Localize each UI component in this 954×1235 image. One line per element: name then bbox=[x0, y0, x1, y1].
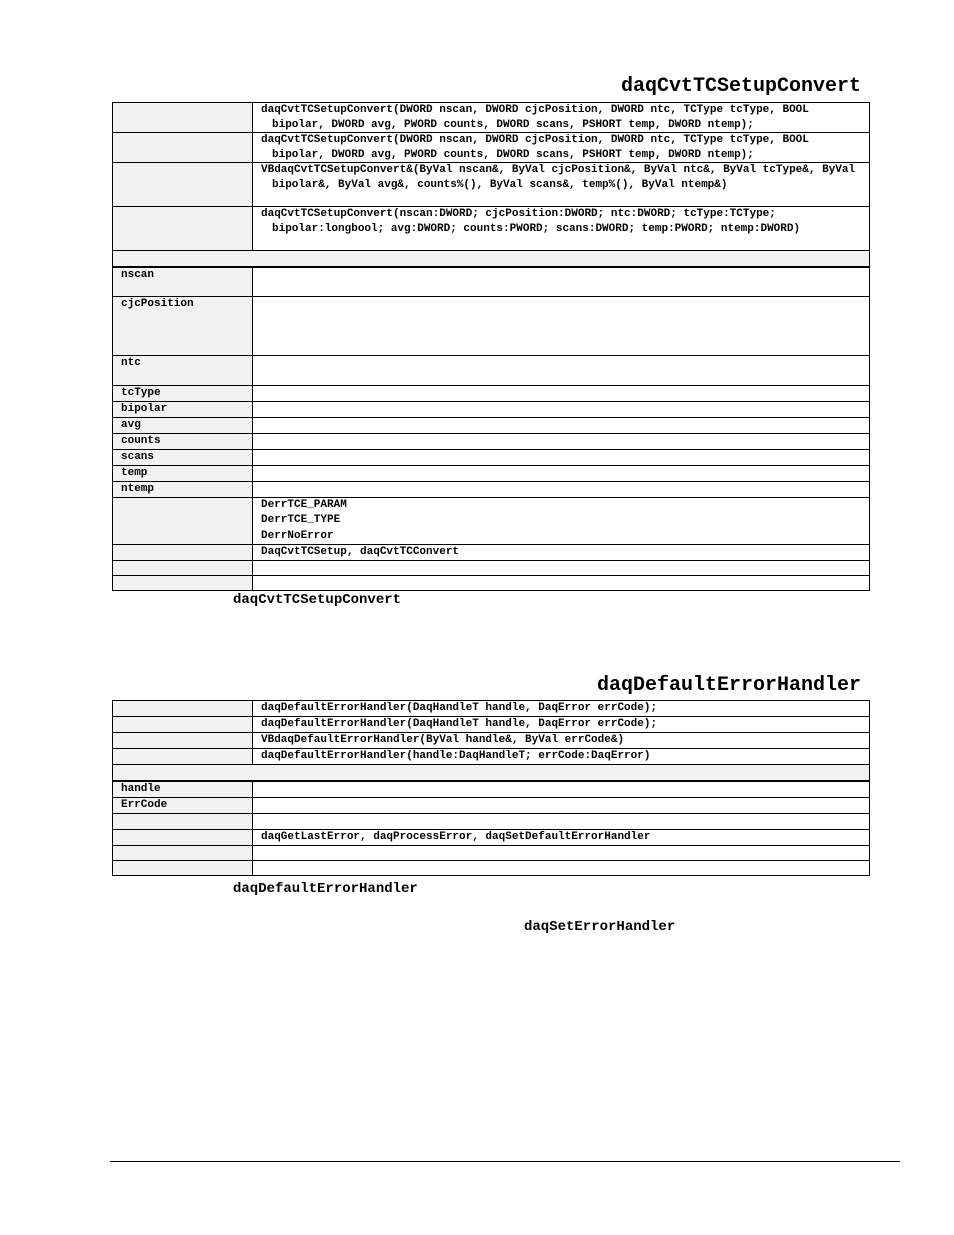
empty-cell bbox=[253, 814, 870, 830]
function-title: daqDefaultErrorHandler bbox=[596, 674, 861, 697]
empty-cell bbox=[253, 560, 870, 575]
signature-text: daqDefaultErrorHandler(handle:DaqHandleT; errCode:DaqError) bbox=[253, 749, 870, 765]
parameter-row bbox=[113, 481, 870, 497]
signature-text: daqCvtTCSetupConvert(nscan:DWORD; cjcPosition:DWORD; ntc:DWORD; tcType:TCType; bipolar:longbool; avg:DWORD; counts:PWORD; scans:DWORD; temp:PWORD; ntemp:DWORD) bbox=[261, 208, 801, 235]
row-label bbox=[113, 545, 253, 561]
signature-row bbox=[113, 103, 870, 133]
parameter-name: ntemp bbox=[113, 481, 253, 497]
row-label bbox=[113, 717, 253, 733]
parameter-name: tcType bbox=[113, 385, 253, 401]
see-also-text: DaqCvtTCSetup, daqCvtTCConvert bbox=[253, 545, 870, 561]
function-title: daqCvtTCSetupConvert bbox=[620, 75, 861, 98]
parameter-row bbox=[113, 798, 870, 814]
parameter-name: counts bbox=[113, 433, 253, 449]
error-codes-row bbox=[113, 497, 870, 545]
row-label bbox=[113, 749, 253, 765]
see-also-row bbox=[113, 830, 870, 846]
see-also-row bbox=[113, 545, 870, 561]
signature-text: daqDefaultErrorHandler(DaqHandleT handle, DaqError errCode); bbox=[253, 717, 870, 733]
parameter-description bbox=[253, 449, 870, 465]
parameter-row bbox=[113, 355, 870, 385]
parameter-name: bipolar bbox=[113, 401, 253, 417]
empty-cell bbox=[253, 846, 870, 861]
signature-cell bbox=[253, 103, 870, 133]
parameter-name: ntc bbox=[113, 355, 253, 385]
parameter-row bbox=[113, 449, 870, 465]
error-code: DerrTCE_TYPE bbox=[261, 514, 341, 526]
error-code: DerrNoError bbox=[261, 529, 334, 542]
parameter-row bbox=[113, 433, 870, 449]
empty-row bbox=[113, 575, 870, 590]
parameter-description bbox=[253, 355, 870, 385]
signature-cell bbox=[253, 207, 870, 251]
error-codes-cell bbox=[253, 497, 870, 545]
row-label bbox=[113, 163, 253, 207]
row-label bbox=[113, 701, 253, 717]
parameter-row bbox=[113, 296, 870, 355]
empty-cell bbox=[253, 861, 870, 876]
parameter-description bbox=[253, 481, 870, 497]
parameter-description bbox=[253, 417, 870, 433]
empty-cell bbox=[253, 575, 870, 590]
parameter-description bbox=[253, 798, 870, 814]
row-label bbox=[113, 733, 253, 749]
parameter-description bbox=[253, 296, 870, 355]
function-reference-table bbox=[112, 700, 870, 876]
parameter-row bbox=[113, 417, 870, 433]
signature-row bbox=[113, 733, 870, 749]
parameter-name: scans bbox=[113, 449, 253, 465]
parameter-description bbox=[253, 385, 870, 401]
signature-text: daqCvtTCSetupConvert(DWORD nscan, DWORD cjcPosition, DWORD ntc, TCType tcType, BOOL bipolar, DWORD avg, PWORD counts, DWORD scans, PSHORT temp, DWORD ntemp); bbox=[261, 134, 809, 161]
parameter-name: ErrCode bbox=[113, 798, 253, 814]
parameter-name: cjcPosition bbox=[113, 296, 253, 355]
parameter-row bbox=[113, 267, 870, 296]
row-label bbox=[113, 575, 253, 590]
row-label bbox=[113, 497, 253, 545]
signature-row bbox=[113, 133, 870, 163]
signature-row bbox=[113, 717, 870, 733]
parameter-description bbox=[253, 465, 870, 481]
parameter-description bbox=[253, 781, 870, 798]
row-label bbox=[113, 846, 253, 861]
signature-cell bbox=[253, 163, 870, 207]
empty-row bbox=[113, 560, 870, 575]
row-label bbox=[113, 103, 253, 133]
error-code: DerrTCE_PARAM bbox=[261, 498, 347, 511]
row-label bbox=[113, 814, 253, 830]
empty-row bbox=[113, 814, 870, 830]
parameter-row bbox=[113, 401, 870, 417]
parameter-name: nscan bbox=[113, 267, 253, 296]
signature-row bbox=[113, 207, 870, 251]
parameter-description bbox=[253, 267, 870, 296]
parameter-description bbox=[253, 401, 870, 417]
signature-text: VBdaqDefaultErrorHandler(ByVal handle&, ByVal errCode&) bbox=[253, 733, 870, 749]
empty-row bbox=[113, 861, 870, 876]
parameter-description bbox=[253, 433, 870, 449]
row-label bbox=[113, 861, 253, 876]
section-separator bbox=[113, 251, 870, 268]
parameter-row bbox=[113, 781, 870, 798]
row-label bbox=[113, 133, 253, 163]
signature-text: daqCvtTCSetupConvert(DWORD nscan, DWORD cjcPosition, DWORD ntc, TCType tcType, BOOL bipolar, DWORD avg, PWORD counts, DWORD scans, PSHORT temp, DWORD ntemp); bbox=[261, 104, 809, 131]
example-caption: daqSetErrorHandler bbox=[524, 919, 676, 935]
signature-row bbox=[113, 701, 870, 717]
parameter-name: handle bbox=[113, 781, 253, 798]
parameter-name: avg bbox=[113, 417, 253, 433]
example-caption: daqDefaultErrorHandler bbox=[233, 881, 418, 897]
signature-cell bbox=[253, 133, 870, 163]
see-also-text: daqGetLastError, daqProcessError, daqSetDefaultErrorHandler bbox=[253, 830, 870, 846]
parameter-row bbox=[113, 465, 870, 481]
parameter-name: temp bbox=[113, 465, 253, 481]
signature-text: VBdaqCvtTCSetupConvert&(ByVal nscan&, ByVal cjcPosition&, ByVal ntc&, ByVal tcType&, ByVal bipolar&, ByVal avg&, counts%(), ByVal scans&, temp%(), ByVal ntemp&) bbox=[261, 164, 856, 191]
empty-row bbox=[113, 846, 870, 861]
row-label bbox=[113, 830, 253, 846]
row-label bbox=[113, 560, 253, 575]
parameter-row bbox=[113, 385, 870, 401]
section-separator bbox=[113, 765, 870, 782]
row-label bbox=[113, 207, 253, 251]
example-caption: daqCvtTCSetupConvert bbox=[233, 592, 402, 608]
function-reference-table bbox=[112, 102, 870, 591]
footer-rule bbox=[110, 1161, 900, 1162]
signature-row bbox=[113, 163, 870, 207]
signature-row bbox=[113, 749, 870, 765]
signature-text: daqDefaultErrorHandler(DaqHandleT handle, DaqError errCode); bbox=[253, 701, 870, 717]
